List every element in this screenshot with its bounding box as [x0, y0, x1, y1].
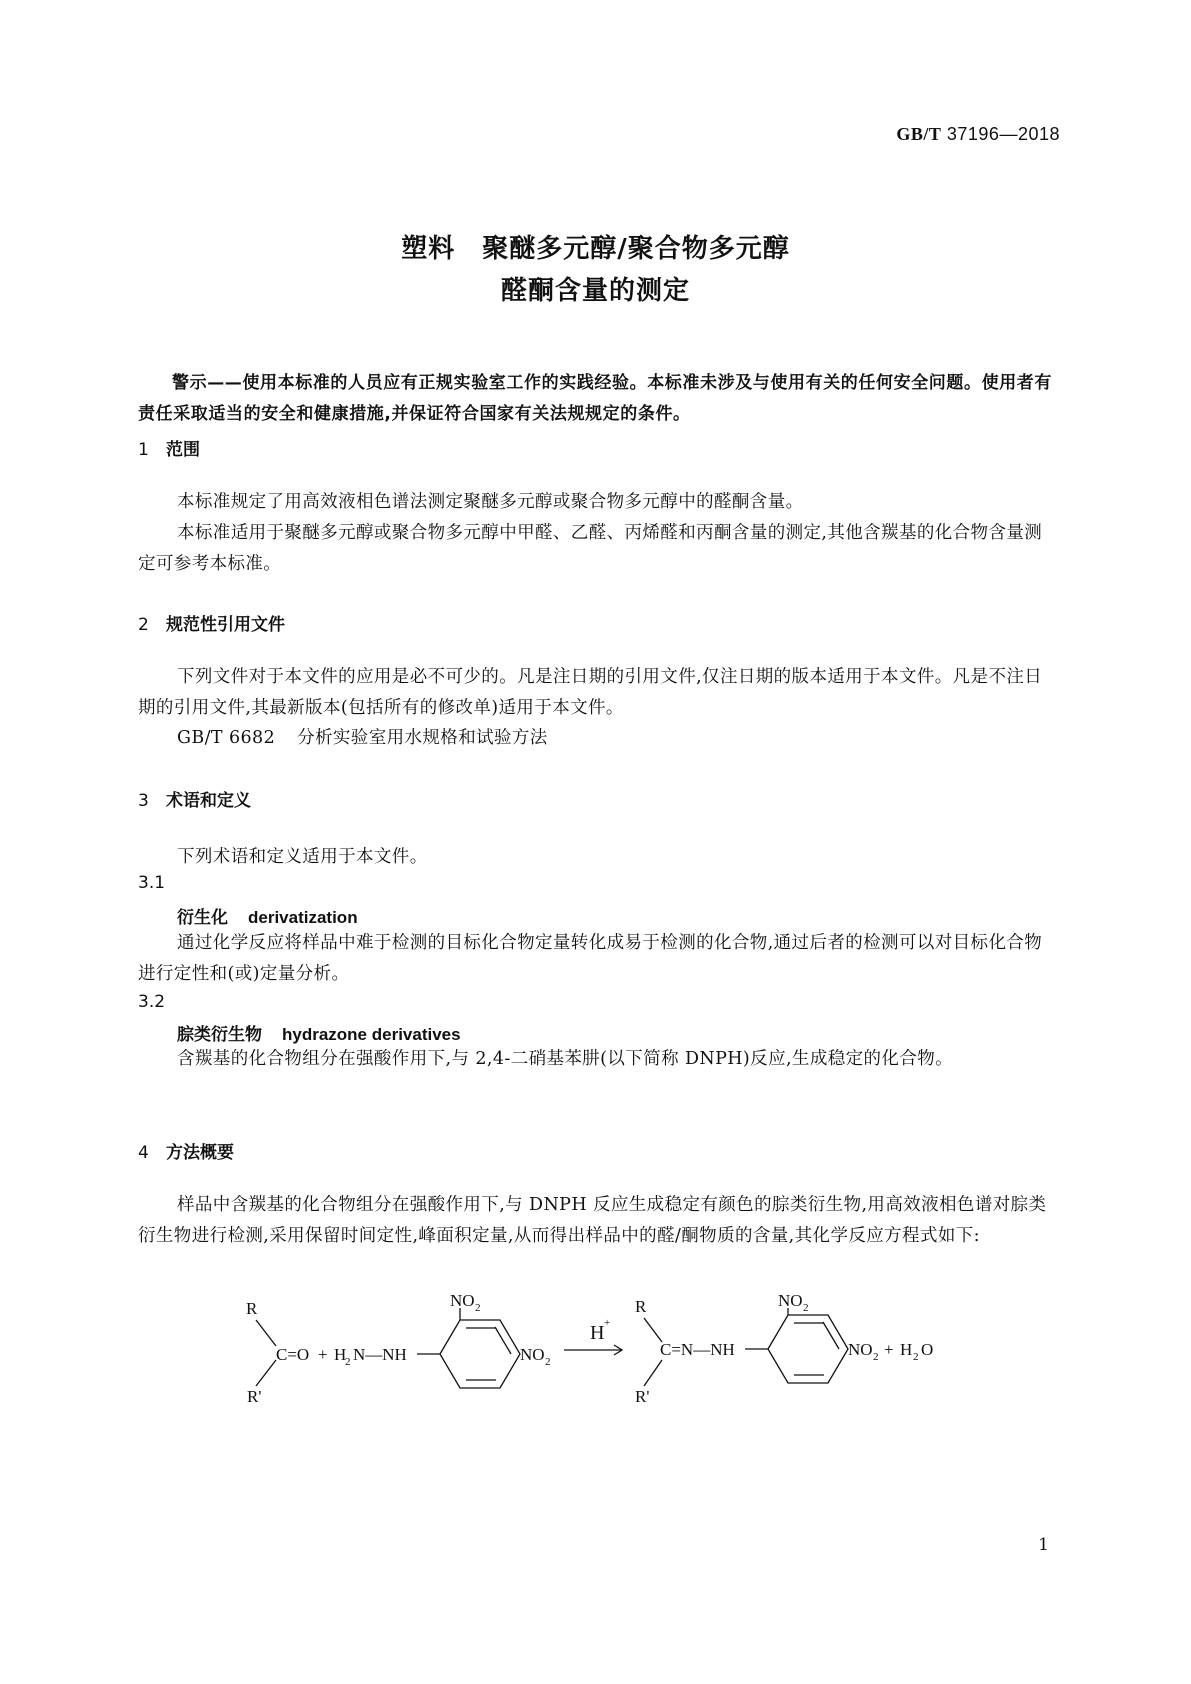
section-1-paragraph-2: 本标准适用于聚醚多元醇或聚合物多元醇中甲醛、乙醛、丙烯醛和丙酮含量的测定,其他含羰基的化合物含量测定可参考本标准。: [138, 523, 1043, 574]
page-number: 1: [1038, 1535, 1049, 1555]
no2-top-left-sub: 2: [475, 1302, 481, 1314]
warning-paragraph: 警示——使用本标准的人员应有正规实验室工作的实践经验。本标准未涉及与使用有关的任何安全问题。使用者有责任采取适当的安全和健康措施,并保证符合国家有关法规规定的条件。: [138, 373, 1052, 424]
left-benzene-ring: [440, 1320, 520, 1388]
catalyst-plus: +: [604, 1317, 611, 1329]
bond-r-c-right: [644, 1318, 662, 1342]
no2-top-left: NO: [450, 1291, 475, 1310]
plus-sign-1: +: [318, 1345, 328, 1364]
section-4-paragraph-1: 样品中含羰基的化合物组分在强酸作用下,与 DNPH 反应生成稳定有颜色的腙类衍生物,用高效液相色谱对腙类衍生物进行检测,采用保留时间定性,峰面积定量,从而得出样品中的醛/酮物质的含量,其化学反应方程式如下:: [138, 1195, 1047, 1246]
product-r-prime-label: R': [635, 1387, 650, 1406]
no2-para-right-sub: 2: [873, 1351, 879, 1363]
title-line-2: 醛酮含量的测定: [500, 276, 690, 306]
term-3-2-number: 3.2: [138, 992, 166, 1012]
no2-top-right: NO: [778, 1291, 803, 1310]
no2-para-left: NO: [520, 1345, 545, 1364]
hydrazone-linkage: C=N—NH: [660, 1340, 735, 1359]
section-3-intro: 下列术语和定义适用于本文件。: [177, 847, 428, 867]
section-2-heading: 2 规范性引用文件: [138, 615, 285, 635]
reaction-equation: [0, 1280, 1191, 1420]
section-3-heading: 3 术语和定义: [138, 791, 251, 811]
hydrazine-h: H: [334, 1345, 347, 1364]
r-prime-label: R': [247, 1387, 262, 1406]
section-2-paragraph-1: 下列文件对于本文件的应用是必不可少的。凡是注日期的引用文件,仅注日期的版本适用于本文件。凡是不注日期的引用文件,其最新版本(包括所有的修改单)适用于本文件。: [138, 667, 1043, 718]
water-sub2: 2: [913, 1351, 919, 1363]
term-3-2-definition: 含羰基的化合物组分在强酸作用下,与 2,4-二硝基苯肼(以下简称 DNPH)反应,生成稳定的化合物。: [177, 1049, 954, 1069]
plus-sign-2: +: [884, 1340, 894, 1359]
standard-code: GB/T 37196—2018: [896, 124, 1060, 144]
product-r-label: R: [635, 1297, 647, 1316]
hydrazine-sub2: 2: [345, 1356, 351, 1368]
term-3-2-title: 腙类衍生物 hydrazone derivatives: [177, 1025, 461, 1045]
term-3-1-number: 3.1: [138, 873, 166, 893]
bond-rprime-c-right: [644, 1360, 662, 1386]
term-3-1-title: 衍生化 derivatization: [177, 908, 358, 928]
water-o: O: [921, 1340, 934, 1359]
no2-para-right: NO: [848, 1340, 873, 1359]
term-3-1-definition: 通过化学反应将样品中难于检测的目标化合物定量转化成易于检测的化合物,通过后者的检测可以对目标化合物进行定性和(或)定量分析。: [138, 933, 1043, 984]
no2-para-left-sub: 2: [545, 1356, 551, 1368]
water-h: H: [900, 1340, 913, 1359]
section-1-heading: 1 范围: [138, 440, 200, 460]
no2-top-right-sub: 2: [803, 1302, 809, 1314]
catalyst-h: H: [590, 1322, 605, 1344]
right-benzene-ring: [768, 1315, 848, 1383]
normative-reference: GB/T 6682 分析实验室用水规格和试验方法: [177, 728, 548, 748]
section-4-heading: 4 方法概要: [138, 1143, 234, 1163]
title-line-1: 塑料 聚醚多元醇/聚合物多元醇: [401, 234, 790, 264]
bond-r-c: [256, 1320, 276, 1346]
r-group-label: R: [246, 1299, 258, 1318]
carbonyl-label: C=O: [276, 1345, 310, 1364]
bond-rprime-c: [256, 1360, 276, 1386]
hydrazine-nh: N—NH: [353, 1345, 407, 1364]
section-1-paragraph-1: 本标准规定了用高效液相色谱法测定聚醚多元醇或聚合物多元醇中的醛酮含量。: [177, 492, 804, 512]
